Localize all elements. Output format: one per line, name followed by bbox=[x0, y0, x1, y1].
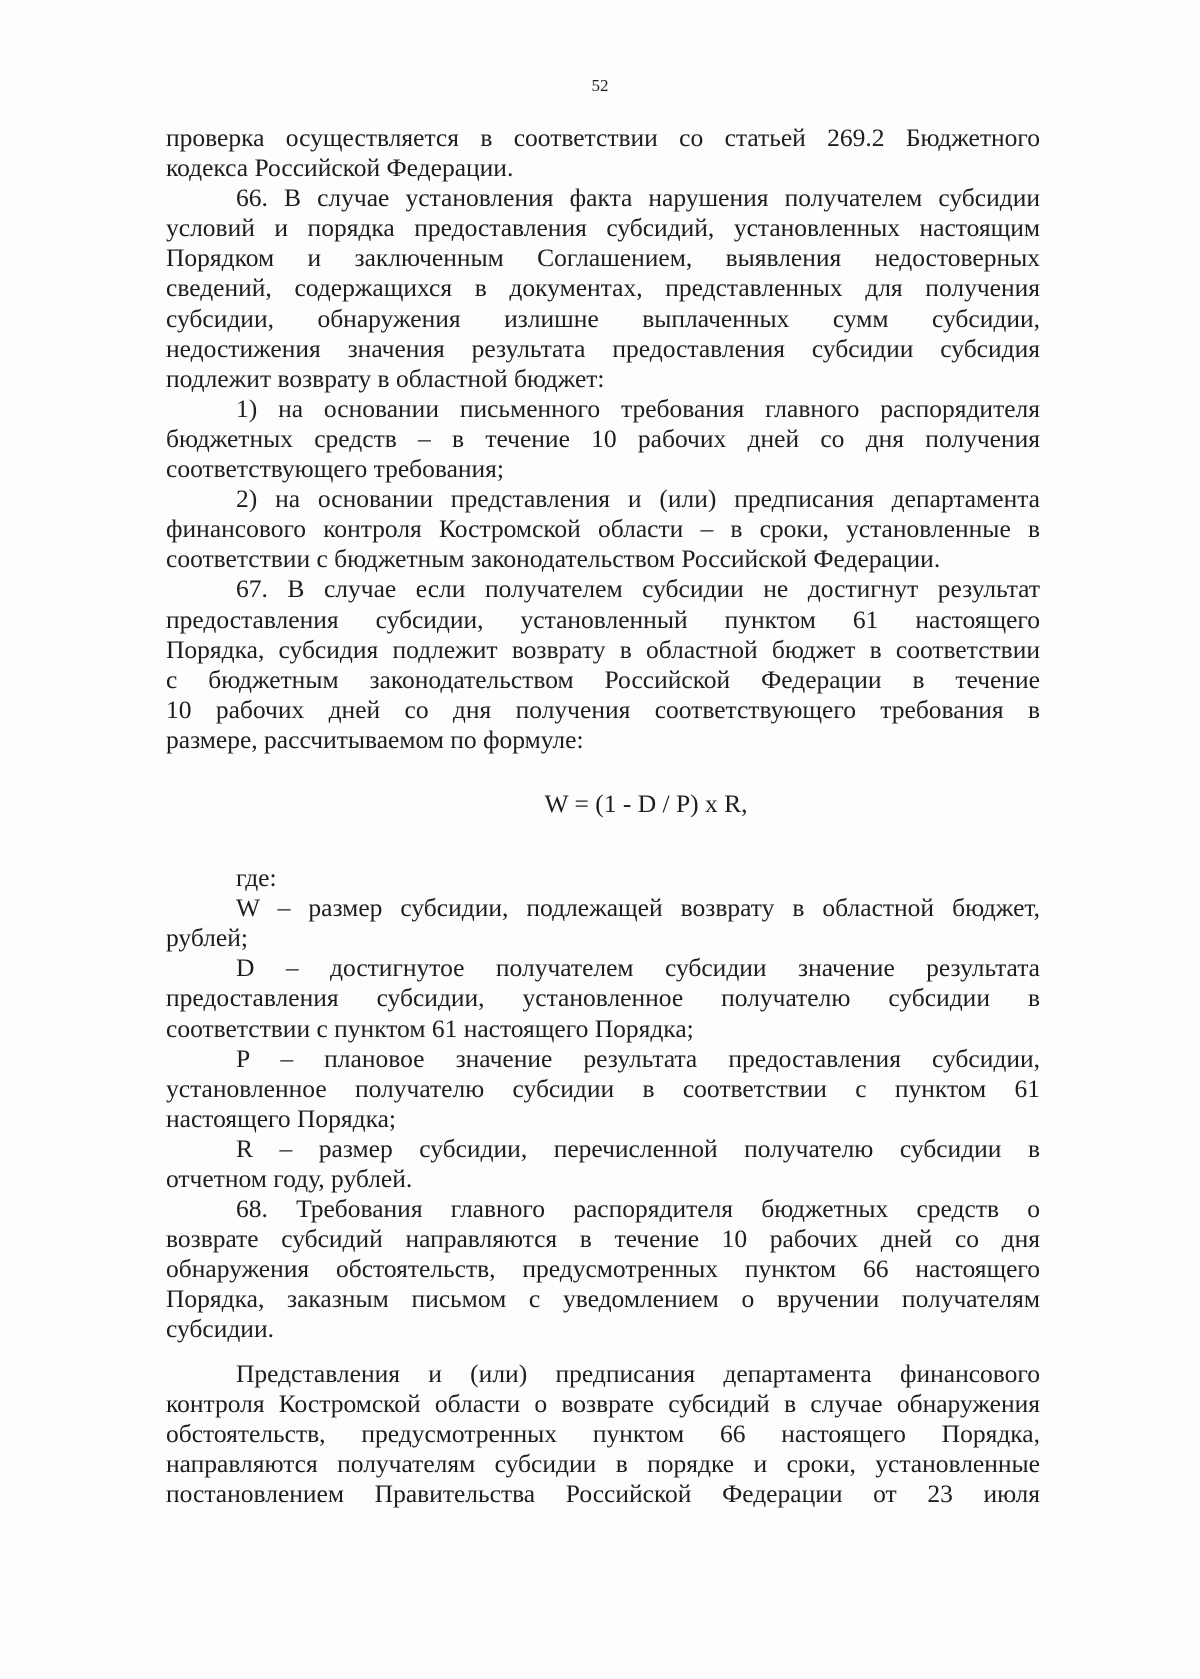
text-line: подлежит возврату в областной бюджет: bbox=[166, 363, 605, 393]
text-line: контроля Костромской области о возврате субсидий в случае обнаружения bbox=[166, 1388, 1040, 1418]
paragraph-66-start: 66. В случае установления факта нарушения получателем субсидии bbox=[236, 183, 1040, 213]
text-line: обстоятельств, предусмотренных пунктом 66 настоящего Порядка, bbox=[166, 1418, 1040, 1448]
text-line: 10 рабочих дней со дня получения соответствующего требования в bbox=[166, 694, 1040, 724]
definition-w: W – размер субсидии, подлежащей возврату в областной бюджет, bbox=[236, 893, 1040, 923]
text-line: установленное получателю субсидии в соответствии с пунктом 61 bbox=[166, 1073, 1040, 1103]
text-line: соответствии с бюджетным законодательством Российской Федерации. bbox=[166, 544, 941, 574]
text-line: соответствующего требования; bbox=[166, 454, 504, 484]
text-line: кодекса Российской Федерации. bbox=[166, 153, 514, 183]
text-line: сведений, содержащихся в документах, представленных для получения bbox=[166, 273, 1040, 303]
text-line: предоставления субсидии, установленный пунктом 61 настоящего bbox=[166, 604, 1040, 634]
text-line: субсидии. bbox=[166, 1314, 274, 1344]
text-line: отчетном году, рублей. bbox=[166, 1164, 413, 1193]
paragraph-68-start: 68. Требования главного распорядителя бюджетных средств о bbox=[236, 1194, 1040, 1224]
definition-d: D – достигнутое получателем субсидии значение результата bbox=[236, 953, 1040, 983]
text-line: размере, рассчитываемом по формуле: bbox=[166, 724, 584, 754]
text-line: предоставления субсидии, установленное получателю субсидии в bbox=[166, 983, 1040, 1013]
text-line: Порядка, субсидия подлежит возврату в областной бюджет в соответствии bbox=[166, 634, 1040, 664]
text-line: соответствии с пунктом 61 настоящего Порядка; bbox=[166, 1013, 694, 1043]
page-number: 52 bbox=[591, 76, 609, 95]
paragraph-67-start: 67. В случае если получателем субсидии не достигнут результат bbox=[236, 574, 1040, 604]
paragraph-gap bbox=[166, 1345, 1040, 1359]
text-line: направляются получателям субсидии в порядке и сроки, установленные bbox=[166, 1448, 1040, 1478]
text-line: бюджетных средств – в течение 10 рабочих дней со дня получения bbox=[166, 423, 1040, 453]
list-item-1: 1) на основании письменного требования главного распорядителя bbox=[236, 393, 1040, 423]
text-line: финансового контроля Костромской области – в сроки, установленные в bbox=[166, 514, 1040, 544]
text-line: Порядком и заключенным Соглашением, выявления недостоверных bbox=[166, 243, 1040, 273]
document-body bbox=[166, 123, 1040, 1509]
where-label: где: bbox=[236, 863, 277, 893]
text-line: условий и порядка предоставления субсидий, установленных настоящим bbox=[166, 213, 1040, 243]
text-line: с бюджетным законодательством Российской Федерации в течение bbox=[166, 664, 1040, 694]
formula: W = (1 - D / P) x R, bbox=[544, 788, 748, 818]
list-item-2: 2) на основании представления и (или) предписания департамента bbox=[236, 484, 1040, 514]
text-line: Порядка, заказным письмом с уведомлением о вручении получателям bbox=[166, 1284, 1040, 1314]
paragraph-representations-start: Представления и (или) предписания департамента финансового bbox=[236, 1358, 1040, 1388]
text-line: рублей; bbox=[166, 923, 248, 953]
definition-r: R – размер субсидии, перечисленной получателю субсидии в bbox=[236, 1133, 1040, 1163]
definition-p: P – плановое значение результата предоставления субсидии, bbox=[236, 1043, 1040, 1073]
text-line: постановлением Правительства Российской Федерации от 23 июля bbox=[166, 1478, 1040, 1508]
text-line: обнаружения обстоятельств, предусмотренных пунктом 66 настоящего bbox=[166, 1254, 1040, 1284]
text-line: возврате субсидий направляются в течение 10 рабочих дней со дня bbox=[166, 1224, 1040, 1254]
text-line: настоящего Порядка; bbox=[166, 1103, 397, 1133]
text-line: недостижения значения результата предоставления субсидии субсидия bbox=[166, 333, 1040, 363]
text-line: проверка осуществляется в соответствии со статьей 269.2 Бюджетного bbox=[166, 123, 1040, 152]
text-line: субсидии, обнаружения излишне выплаченных сумм субсидии, bbox=[166, 303, 1040, 333]
